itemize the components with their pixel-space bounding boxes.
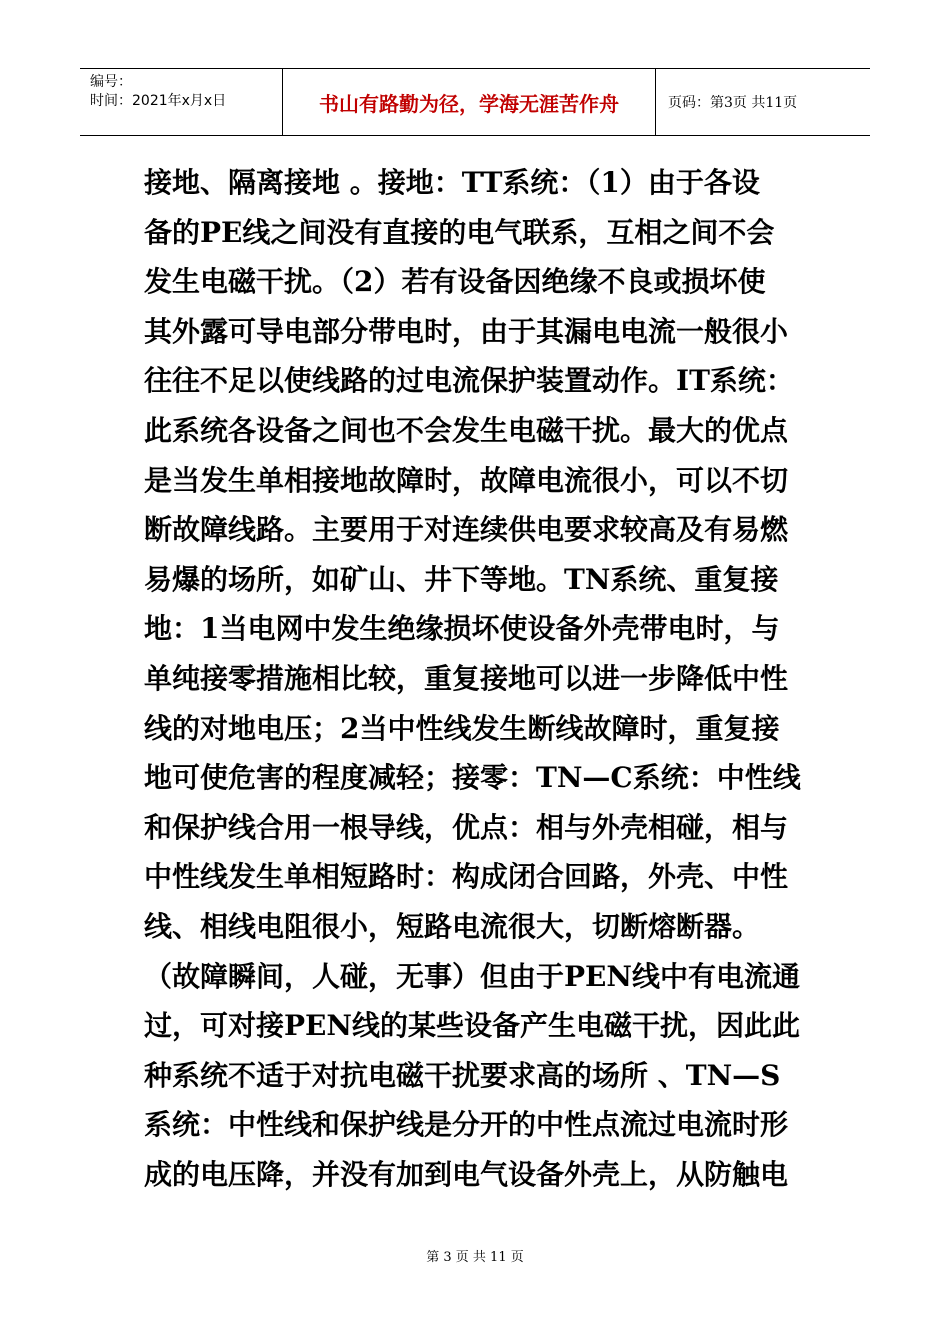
body-line: 单纯接零措施相比较，重复接地可以进一步降低中性 (144, 661, 789, 695)
page-footer: 第 3 页 共 11 页 (426, 1250, 524, 1265)
header-page-info: 页码：第3页 共11页 (668, 95, 798, 111)
body-line: 成的电压降，并没有加到电气设备外壳上，从防触电 (144, 1157, 789, 1191)
body-line: 线、相线电阻很小，短路电流很大，切断熔断器。 (144, 909, 761, 943)
body-line: 系统：中性线和保护线是分开的中性点流过电流时形 (144, 1108, 789, 1142)
header-meta (80, 69, 283, 135)
body-line: 往往不足以使线路的过电流保护装置动作。IT系统： (144, 364, 794, 398)
body-line: 此系统各设备之间也不会发生电磁干扰。最大的优点 (144, 413, 789, 447)
body-line: 地可使危害的程度减轻；接零：TN—C系统：中性线 (144, 761, 801, 795)
body-line: 地：1当电网中发生绝缘损坏使设备外壳带电时，与 (144, 612, 780, 646)
body-line: 其外露可导电部分带电时，由于其漏电电流一般很小 (144, 314, 789, 348)
body-line: 接地、隔离接地 。接地：TT系统：（1）由于各设 (144, 166, 760, 199)
body-line: 发生电磁干扰。（2）若有设备因绝缘不良或损坏使 (144, 265, 766, 299)
time-label: 时间：2021年x月x日 (90, 93, 227, 109)
body-line: 是当发生单相接地故障时，故障电流很小，可以不切 (144, 463, 789, 497)
body-line: （故障瞬间，人碰，无事）但由于PEN线中有电流通 (144, 959, 800, 993)
body-line: 备的PE线之间没有直接的电气联系，互相之间不会 (144, 215, 775, 249)
body-line: 线的对地电压；2当中性线发生断线故障时，重复接 (144, 711, 780, 745)
body-line: 过，可对接PEN线的某些设备产生电磁干扰，因此此 (144, 1009, 800, 1043)
body-line: 种系统不适于对抗电磁干扰要求高的场所 、TN—S (144, 1058, 781, 1092)
body-text (144, 158, 810, 1199)
document-header (80, 68, 870, 136)
body-line: 中性线发生单相短路时：构成闭合回路，外壳、中性 (144, 860, 789, 894)
number-label: 编号： (90, 74, 132, 90)
body-line: 易爆的场所，如矿山、井下等地。TN系统、重复接 (144, 562, 779, 596)
header-motto: 书山有路勤为径，学海无涯苦作舟 (283, 69, 656, 135)
body-line: 断故障线路。主要用于对连续供电要求较高及有易燃 (144, 513, 789, 547)
body-line: 和保护线合用一根导线，优点：相与外壳相碰，相与 (144, 810, 789, 844)
